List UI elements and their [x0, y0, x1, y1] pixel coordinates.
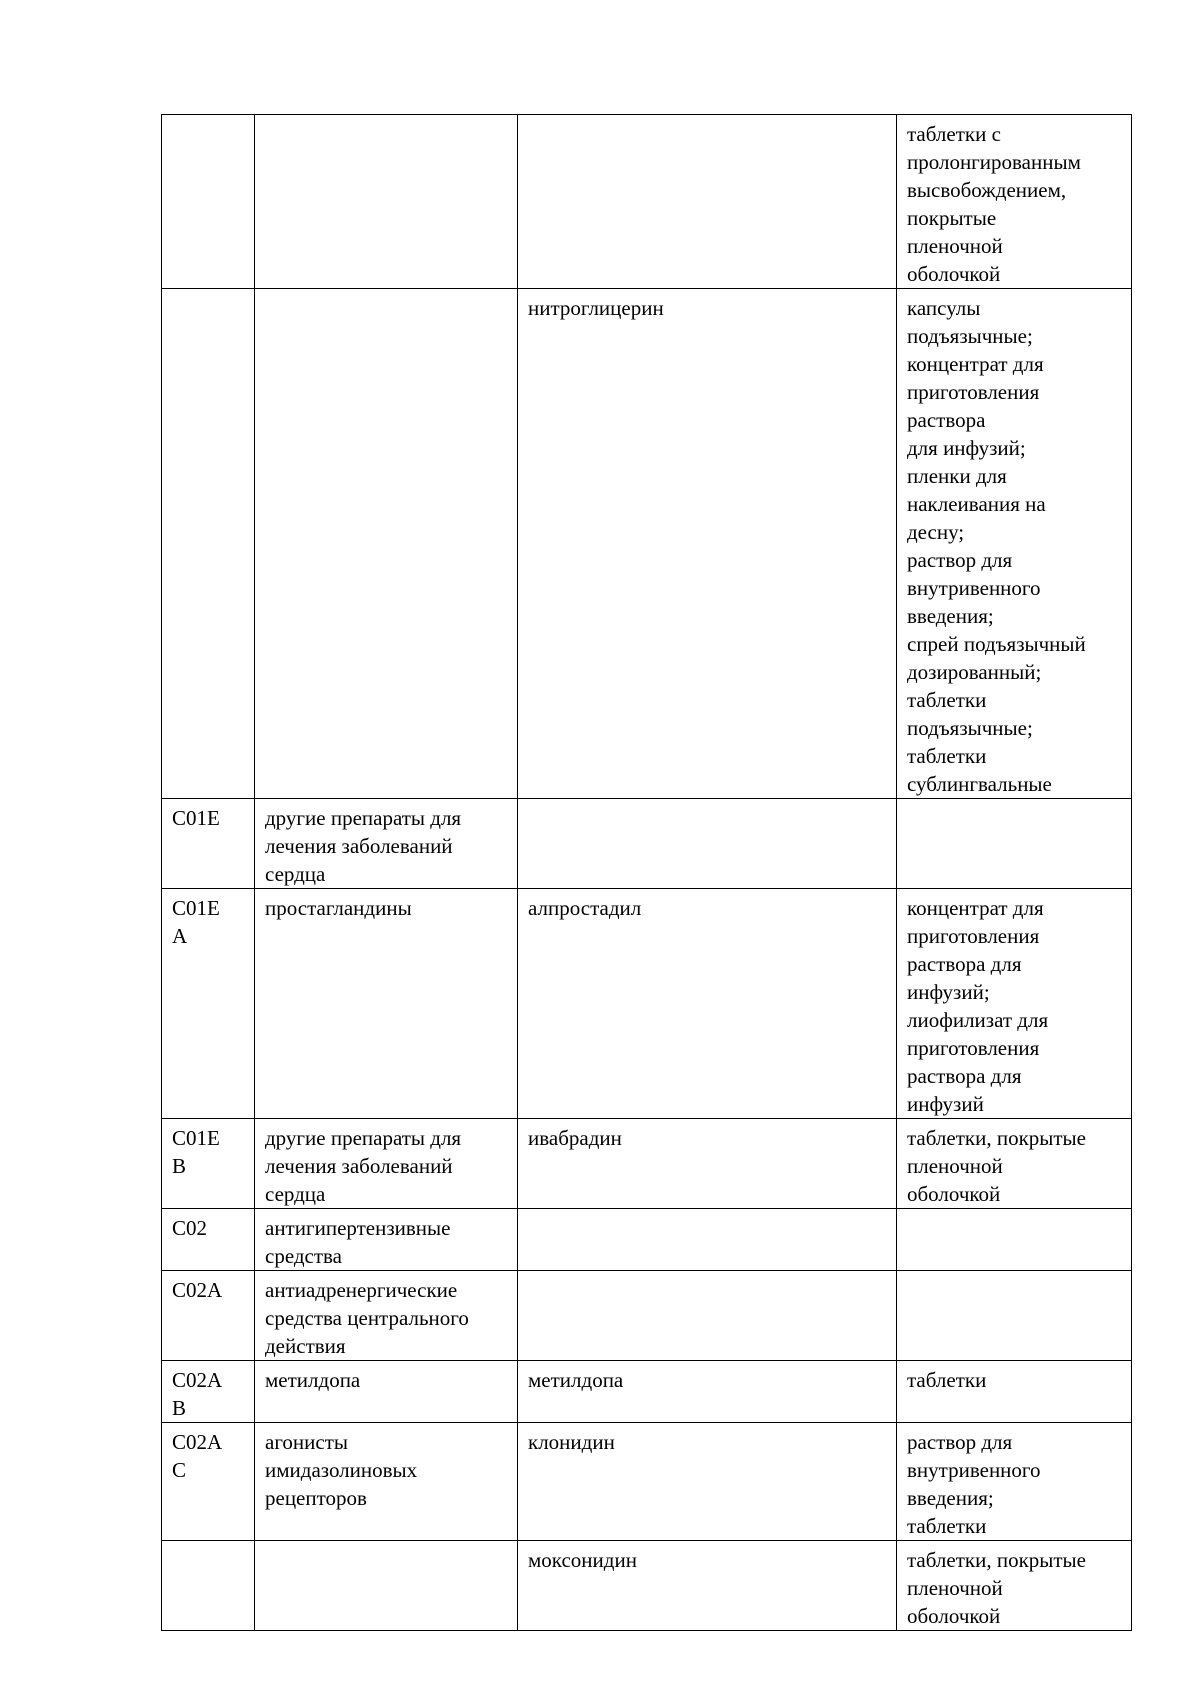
substance-name-cell: метилдопа	[518, 1361, 897, 1423]
atc-code-cell	[162, 1541, 255, 1631]
table-row	[162, 1423, 1132, 1541]
dosage-form-cell	[897, 1271, 1132, 1361]
pharmacological-group-cell: антиадренергические средства центрального действия	[255, 1271, 518, 1361]
atc-code-cell: C02A B	[162, 1361, 255, 1423]
atc-code-cell	[162, 289, 255, 799]
pharmacological-group-cell: метилдопа	[255, 1361, 518, 1423]
substance-name-cell	[518, 115, 897, 289]
dosage-form-cell: капсулы подъязычные; концентрат для приготовления раствора для инфузий; пленки для наклеивания на десну; раствор для внутривенного введения; спрей подъязычный дозированный; таблетки подъязычные; таблетки сублингвальные	[897, 289, 1132, 799]
dosage-form-cell	[897, 1209, 1132, 1271]
atc-code-cell: C01E B	[162, 1119, 255, 1209]
table-row	[162, 289, 1132, 799]
table-row	[162, 1209, 1132, 1271]
pharmacological-group-cell	[255, 115, 518, 289]
atc-code-cell	[162, 115, 255, 289]
substance-name-cell: нитроглицерин	[518, 289, 897, 799]
dosage-form-cell: таблетки	[897, 1361, 1132, 1423]
dosage-form-cell: таблетки, покрытые пленочной оболочкой	[897, 1119, 1132, 1209]
table-row	[162, 889, 1132, 1119]
dosage-form-cell: раствор для внутривенного введения; таблетки	[897, 1423, 1132, 1541]
pharmacological-group-cell: другие препараты для лечения заболеваний сердца	[255, 799, 518, 889]
substance-name-cell: алпростадил	[518, 889, 897, 1119]
table-row	[162, 1361, 1132, 1423]
substance-name-cell: моксонидин	[518, 1541, 897, 1631]
table-row	[162, 1541, 1132, 1631]
atc-code-cell: C02A	[162, 1271, 255, 1361]
table-row	[162, 799, 1132, 889]
atc-code-cell: C02A C	[162, 1423, 255, 1541]
dosage-form-cell: таблетки с пролонгированным высвобождением, покрытые пленочной оболочкой	[897, 115, 1132, 289]
pharmacological-group-cell: простагландины	[255, 889, 518, 1119]
pharmacological-group-cell	[255, 1541, 518, 1631]
table-row	[162, 1271, 1132, 1361]
pharmacological-group-cell: другие препараты для лечения заболеваний сердца	[255, 1119, 518, 1209]
pharmacological-group-cell	[255, 289, 518, 799]
drug-classification-table	[161, 114, 1132, 1631]
pharmacological-group-cell: агонисты имидазолиновых рецепторов	[255, 1423, 518, 1541]
dosage-form-cell	[897, 799, 1132, 889]
atc-code-cell: C02	[162, 1209, 255, 1271]
substance-name-cell	[518, 799, 897, 889]
atc-code-cell: C01E A	[162, 889, 255, 1119]
pharmacological-group-cell: антигипертензивные средства	[255, 1209, 518, 1271]
substance-name-cell: клонидин	[518, 1423, 897, 1541]
substance-name-cell: ивабрадин	[518, 1119, 897, 1209]
dosage-form-cell: таблетки, покрытые пленочной оболочкой	[897, 1541, 1132, 1631]
table-row	[162, 115, 1132, 289]
table-row	[162, 1119, 1132, 1209]
atc-code-cell: C01E	[162, 799, 255, 889]
dosage-form-cell: концентрат для приготовления раствора для инфузий; лиофилизат для приготовления раствора для инфузий	[897, 889, 1132, 1119]
substance-name-cell	[518, 1209, 897, 1271]
substance-name-cell	[518, 1271, 897, 1361]
